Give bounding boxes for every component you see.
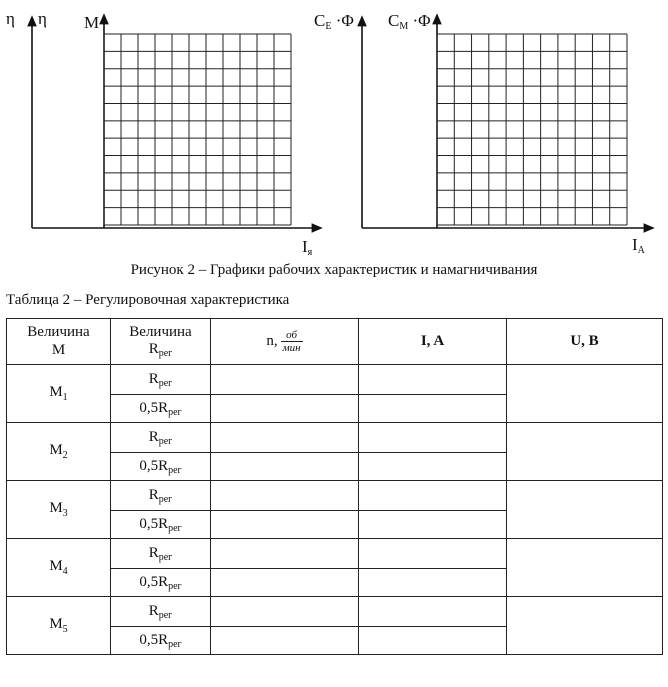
cell-r-half: $0,5R_{рег}$ <box>111 627 211 655</box>
left-grid <box>104 34 291 225</box>
cell-n[interactable] <box>211 423 359 453</box>
cell-m: $M_5$ <box>7 597 111 655</box>
cell-n[interactable] <box>211 511 359 539</box>
table-row <box>7 597 663 627</box>
eta-label-2: η <box>38 9 47 28</box>
cell-r-half: $0,5R_{рег}$ <box>111 511 211 539</box>
right-x-axis-label: $I_A$ <box>632 235 645 256</box>
cell-r-half: $0,5R_{рег}$ <box>111 395 211 423</box>
eta-label-1: η <box>6 9 15 28</box>
cell-n[interactable] <box>211 569 359 597</box>
table-row <box>7 423 663 453</box>
cell-r-full: $R_{рег}$ <box>111 539 211 569</box>
cell-r-full: $R_{рег}$ <box>111 481 211 511</box>
cell-n[interactable] <box>211 627 359 655</box>
cell-i[interactable] <box>359 539 507 569</box>
ce-phi-label: $C_E \cdot\Phi$ <box>314 11 354 32</box>
cell-u[interactable] <box>507 365 663 423</box>
cell-u[interactable] <box>507 481 663 539</box>
header-r: Величина $R_{рег}$ <box>111 319 211 365</box>
cell-r-full: $R_{рег}$ <box>111 597 211 627</box>
cell-u[interactable] <box>507 597 663 655</box>
graphs-svg <box>0 0 668 260</box>
cell-n[interactable] <box>211 365 359 395</box>
cell-i[interactable] <box>359 423 507 453</box>
table-row <box>7 365 663 395</box>
cell-i[interactable] <box>359 511 507 539</box>
cell-r-half: $0,5R_{рег}$ <box>111 453 211 481</box>
figure-caption: Рисунок 2 – Графики рабочих характеристик и намагничивания <box>130 262 538 278</box>
cell-m: $M_3$ <box>7 481 111 539</box>
cell-i[interactable] <box>359 453 507 481</box>
cell-m: $M_2$ <box>7 423 111 481</box>
table-row <box>7 481 663 511</box>
regulation-table <box>6 318 663 655</box>
cell-n[interactable] <box>211 481 359 511</box>
cell-i[interactable] <box>359 597 507 627</box>
cell-i[interactable] <box>359 569 507 597</box>
header-u: U, B <box>507 319 663 365</box>
cell-u[interactable] <box>507 423 663 481</box>
cell-n[interactable] <box>211 597 359 627</box>
cm-phi-label: $C_M \cdot\Phi$ <box>388 11 431 32</box>
left-x-axis-label: $I_я$ <box>302 237 313 258</box>
right-grid <box>437 34 627 225</box>
m-axis-label: M <box>84 13 100 32</box>
table-row <box>7 539 663 569</box>
table-header-row <box>7 319 663 365</box>
cell-u[interactable] <box>507 539 663 597</box>
header-m: Величина M <box>7 319 111 365</box>
table-title: Таблица 2 – Регулировочная характеристика <box>6 292 290 308</box>
cell-m: $M_1$ <box>7 365 111 423</box>
cell-n[interactable] <box>211 453 359 481</box>
header-i: I, A <box>359 319 507 365</box>
cell-n[interactable] <box>211 539 359 569</box>
header-n: n, $\frac{об}{\text{мин}}$ <box>211 319 359 365</box>
cell-n[interactable] <box>211 395 359 423</box>
cell-r-half: $0,5R_{рег}$ <box>111 569 211 597</box>
cell-i[interactable] <box>359 365 507 395</box>
cell-r-full: $R_{рег}$ <box>111 365 211 395</box>
cell-r-full: $R_{рег}$ <box>111 423 211 453</box>
graphs-area <box>0 0 668 290</box>
cell-i[interactable] <box>359 395 507 423</box>
cell-i[interactable] <box>359 627 507 655</box>
cell-i[interactable] <box>359 481 507 511</box>
cell-m: $M_4$ <box>7 539 111 597</box>
